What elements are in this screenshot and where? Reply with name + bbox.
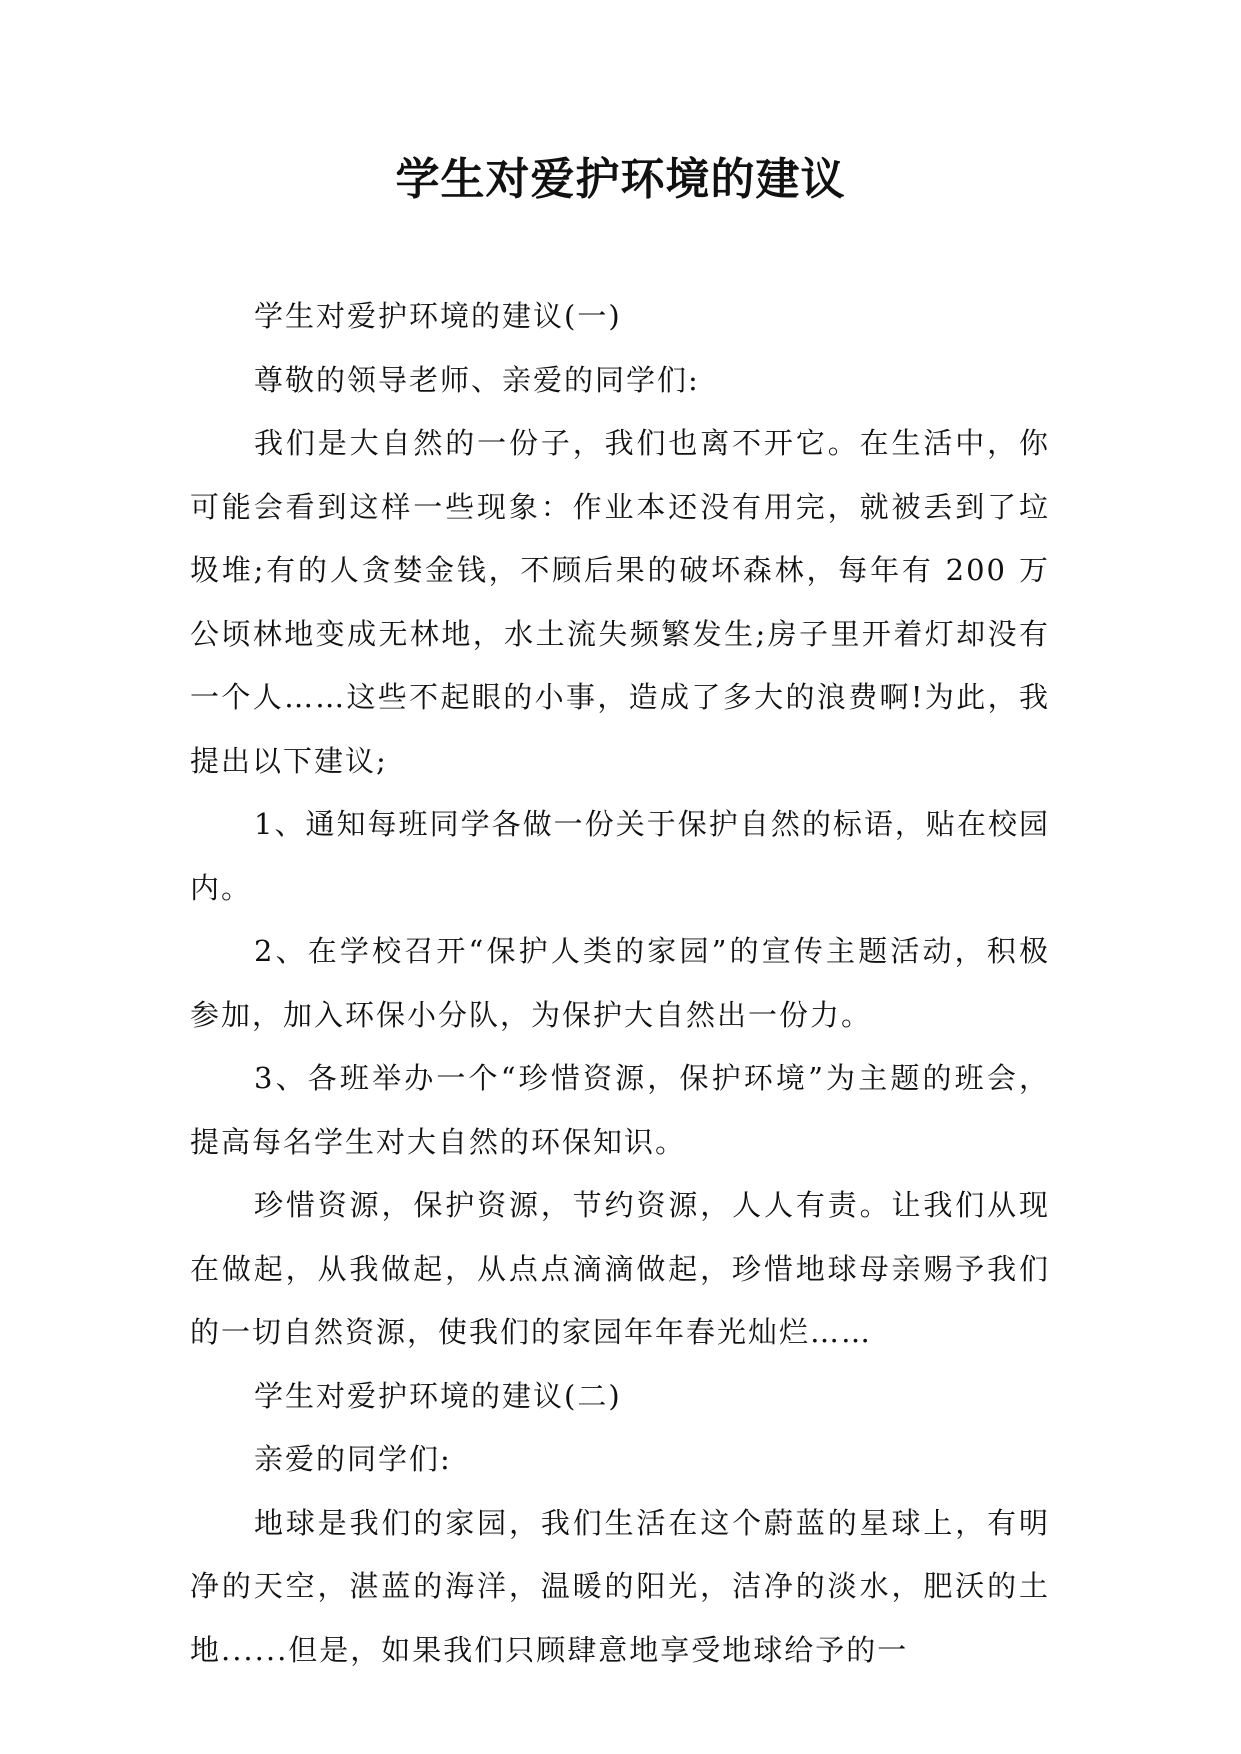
section-heading-1: 学生对爱护环境的建议(一) <box>254 299 622 333</box>
section-heading-2: 学生对爱护环境的建议(二) <box>254 1378 622 1413</box>
suggestion-item-3: 3、各班举办一个“珍惜资源，保护环境”为主题的班会，提高每名学生对大自然的环保知识。 <box>190 1061 1050 1159</box>
body-paragraph: 我们是大自然的一份子，我们也离不开它。在生活中，你可能会看到这样一些现象：作业本还没有用完，就被丢到了垃圾堆;有的人贪婪金钱，不顾后果的破坏森林，每年有 200 万公顷林地变成无林地，水土流失频繁发生;房子里开着灯却没有一个人……这些不起眼的小事，造成了多大的浪费啊!为此，我提出以下建议; <box>190 426 1050 778</box>
salutation-2: 亲爱的同学们: <box>254 1442 452 1476</box>
suggestion-item-2: 2、在学校召开“保护人类的家园”的宣传主题活动，积极参加，加入环保小分队，为保护大自然出一份力。 <box>190 934 1050 1032</box>
document-body <box>190 285 1050 1682</box>
salutation-1: 尊敬的领导老师、亲爱的同学们: <box>254 362 700 397</box>
body-paragraph: 地球是我们的家园，我们生活在这个蔚蓝的星球上，有明净的天空，湛蓝的海洋，温暖的阳光，洁净的淡水，肥沃的土地......但是，如果我们只顾肆意地享受地球给予的一 <box>190 1505 1050 1667</box>
document-title: 学生对爱护环境的建议 <box>395 154 846 205</box>
closing-paragraph: 珍惜资源，保护资源，节约资源，人人有责。让我们从现在做起，从我做起，从点点滴滴做起，珍惜地球母亲赐予我们的一切自然资源，使我们的家园年年春光灿烂…… <box>190 1188 1050 1349</box>
suggestion-item-1: 1、通知每班同学各做一份关于保护自然的标语，贴在校园内。 <box>190 807 1050 905</box>
